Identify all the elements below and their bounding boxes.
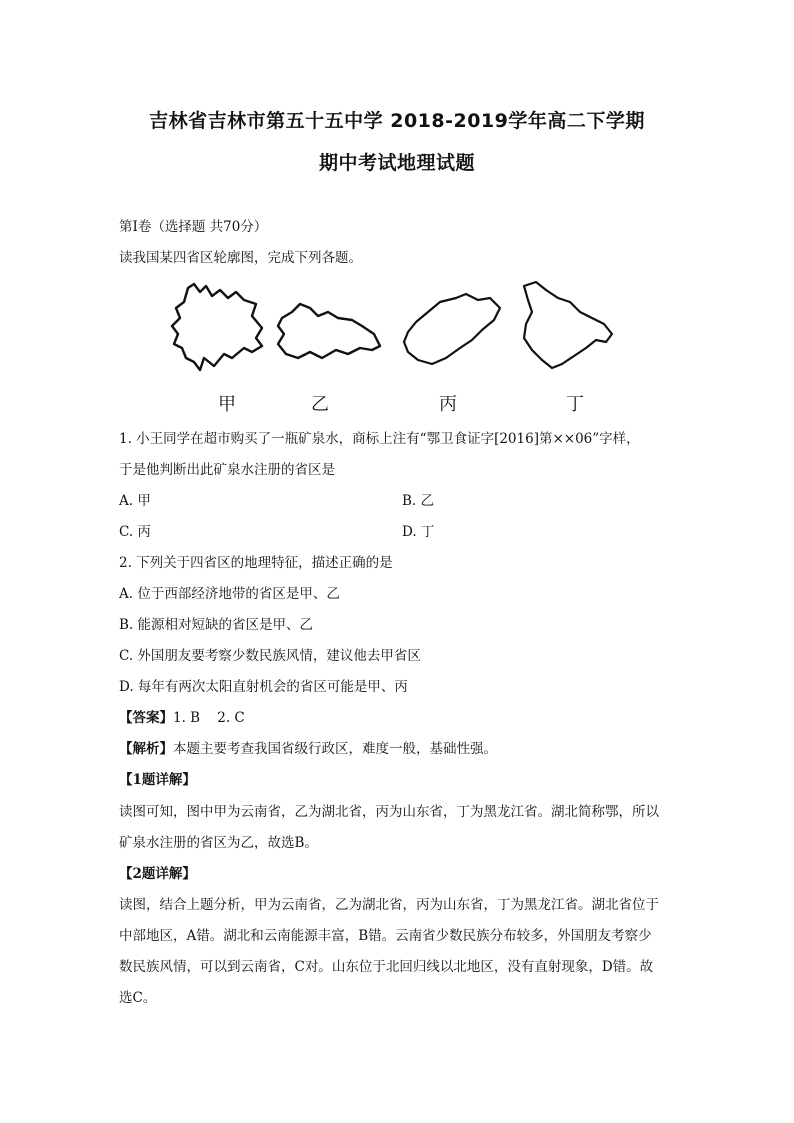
q2-option-d: D. 每年有两次太阳直射机会的省区可能是甲、丙	[119, 679, 408, 695]
map-label-bing: 丙	[439, 394, 457, 415]
q1-option-c: C. 丙	[119, 524, 151, 540]
answer-text: 1. B 2. C	[173, 710, 245, 726]
title-line-2: 期中考试地理试题	[318, 152, 475, 174]
detail2-line-4: 选C。	[119, 990, 157, 1006]
q2-stem: 2. 下列关于四省区的地理特征，描述正确的是	[119, 555, 393, 571]
detail2-line-2: 中部地区，A错。湖北和云南能源丰富，B错。云南省少数民族分布较多，外国朋友考察少	[119, 928, 652, 944]
detail2-heading: 【2题详解】	[119, 866, 196, 882]
detail2-line-3: 数民族风情，可以到云南省，C对。山东位于北回归线以北地区，没有直射现象，D错。故	[119, 959, 654, 975]
q1-stem-line-2: 于是他判断出此矿泉水注册的省区是	[119, 462, 335, 478]
province-outline-jia	[172, 284, 262, 370]
map-label-ding: 丁	[566, 394, 584, 415]
section-heading: 第Ⅰ卷（选择题 共70分）	[119, 219, 268, 235]
detail1-line-1: 读图可知，图中甲为云南省，乙为湖北省，丙为山东省，丁为黑龙江省。湖北简称鄂，所以	[119, 804, 659, 820]
q1-stem-line-1: 1. 小王同学在超市购买了一瓶矿泉水，商标上注有“鄂卫食证字[2016]第××06”字样，	[119, 431, 640, 447]
map-label-jia: 甲	[218, 394, 236, 415]
answer-label: 【答案】	[119, 710, 173, 726]
q2-option-a: A. 位于西部经济地带的省区是甲、乙	[119, 586, 340, 602]
province-outline-ding	[524, 282, 612, 368]
detail1-line-2: 矿泉水注册的省区为乙，故选B。	[119, 835, 318, 851]
q2-option-c: C. 外国朋友要考察少数民族风情，建议他去甲省区	[119, 648, 421, 664]
map-label-yi: 乙	[311, 394, 329, 415]
q2-option-b: B. 能源相对短缺的省区是甲、乙	[119, 617, 314, 633]
analysis-label: 【解析】	[119, 741, 173, 757]
title-line-1: 吉林省吉林市第五十五中学 2018-2019学年高二下学期	[149, 110, 645, 132]
intro-text: 读我国某四省区轮廓图，完成下列各题。	[119, 250, 362, 266]
q1-option-b: B. 乙	[402, 493, 435, 509]
q1-option-a: A. 甲	[119, 493, 151, 509]
province-outline-bing	[404, 294, 500, 364]
province-outline-maps	[160, 278, 640, 378]
province-outline-yi	[278, 304, 380, 358]
detail1-heading: 【1题详解】	[119, 772, 196, 788]
answer-line	[119, 709, 245, 727]
detail2-line-1: 读图，结合上题分析，甲为云南省，乙为湖北省，丙为山东省，丁为黑龙江省。湖北省位于	[119, 897, 659, 913]
analysis-text: 本题主要考查我国省级行政区，难度一般，基础性强。	[173, 741, 497, 757]
analysis-line	[119, 740, 497, 758]
q1-option-d: D. 丁	[402, 524, 435, 540]
